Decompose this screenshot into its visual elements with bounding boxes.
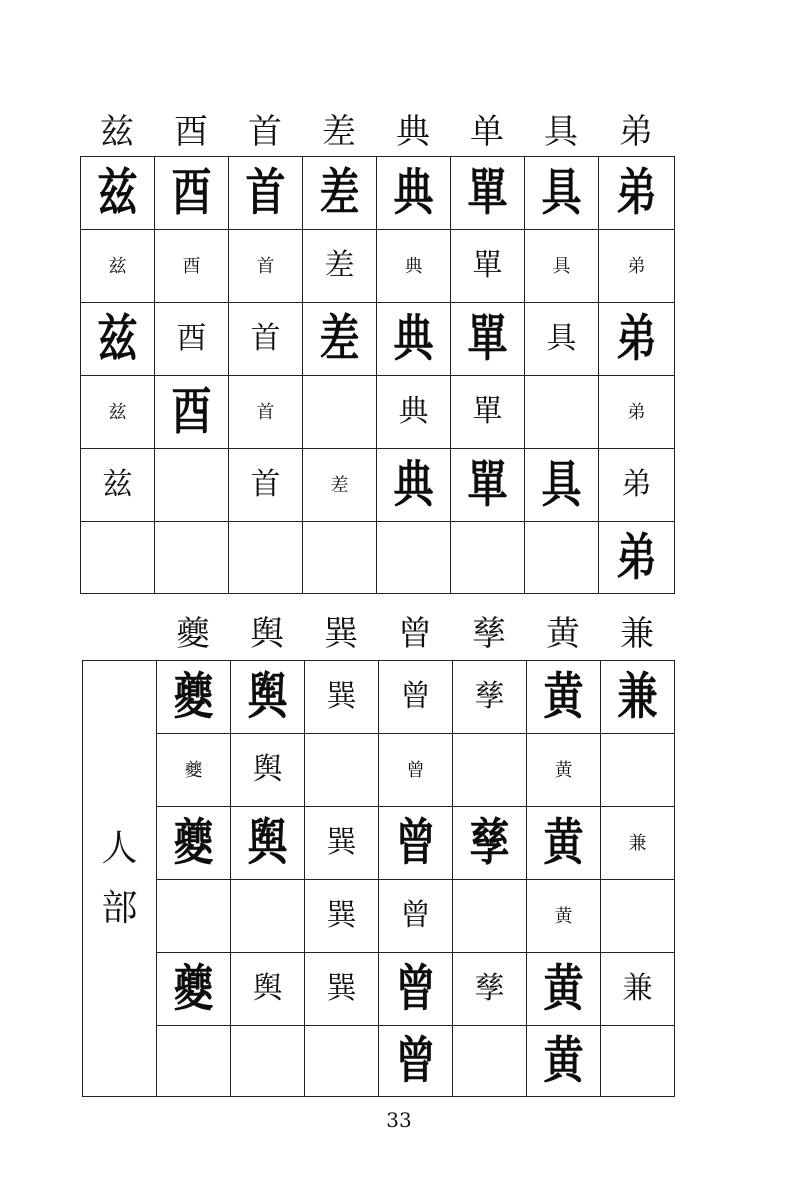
seal-glyph: 舆 xyxy=(252,752,283,787)
top-cell-r5-c6 xyxy=(451,449,525,522)
seal-glyph: 差 xyxy=(324,248,355,283)
seal-glyph: 兹 xyxy=(108,401,127,423)
seal-glyph: 夔 xyxy=(184,759,203,781)
seal-glyph: 曾 xyxy=(395,814,436,872)
bottom-cell-r2-c1 xyxy=(157,734,231,807)
top-cell-r4-c3 xyxy=(229,376,303,449)
top-cell-r5-c5 xyxy=(377,449,451,522)
bottom-cell-r3-c2 xyxy=(231,807,305,880)
page-number: 33 xyxy=(386,1108,412,1132)
table-row xyxy=(83,880,675,953)
bottom-cell-r3-c1 xyxy=(157,807,231,880)
seal-glyph: 黄 xyxy=(543,960,584,1018)
seal-glyph: 夔 xyxy=(173,668,214,726)
top-cell-r4-c8 xyxy=(599,376,675,449)
bottom-cell-r4-c6 xyxy=(527,880,601,953)
top-cell-r1-c3 xyxy=(229,157,303,230)
bottom-cell-r5-c3 xyxy=(305,953,379,1026)
table-row xyxy=(81,376,675,449)
table-row xyxy=(81,157,675,230)
bottom-header-2: 舆 xyxy=(250,614,284,654)
top-header-2: 酉 xyxy=(174,112,208,152)
seal-glyph: 孳 xyxy=(474,971,505,1006)
top-cell-r6-c6 xyxy=(451,522,525,594)
bottom-cell-r2-c4 xyxy=(379,734,453,807)
seal-glyph: 首 xyxy=(256,401,275,423)
bottom-cell-r4-c7 xyxy=(601,880,675,953)
bottom-cell-r3-c3 xyxy=(305,807,379,880)
seal-glyph: 單 xyxy=(467,164,508,222)
top-cell-r3-c5 xyxy=(377,303,451,376)
bottom-cell-r3-c4 xyxy=(379,807,453,880)
top-cell-r1-c4 xyxy=(303,157,377,230)
seal-glyph: 曾 xyxy=(395,960,436,1018)
seal-glyph: 首 xyxy=(256,255,275,277)
seal-glyph: 具 xyxy=(541,456,582,514)
seal-glyph: 典 xyxy=(398,394,429,429)
bottom-cell-r4-c3 xyxy=(305,880,379,953)
bottom-header-4: 曾 xyxy=(398,614,432,654)
top-cell-r6-c8 xyxy=(599,522,675,594)
top-cell-r1-c2 xyxy=(155,157,229,230)
seal-glyph: 曾 xyxy=(395,1032,436,1090)
table-row xyxy=(83,953,675,1026)
seal-glyph: 單 xyxy=(467,456,508,514)
top-cell-r4-c2 xyxy=(155,376,229,449)
top-cell-r3-c6 xyxy=(451,303,525,376)
bottom-cell-r4-c4 xyxy=(379,880,453,953)
bottom-cell-r6-c6 xyxy=(527,1026,601,1097)
top-cell-r6-c3 xyxy=(229,522,303,594)
bottom-cell-r3-c6 xyxy=(527,807,601,880)
top-header-8: 弟 xyxy=(619,112,653,152)
bottom-cell-r6-c4 xyxy=(379,1026,453,1097)
seal-glyph: 典 xyxy=(393,456,434,514)
bottom-cell-r2-c7 xyxy=(601,734,675,807)
seal-glyph: 巽 xyxy=(326,679,357,714)
bottom-cell-r1-c4 xyxy=(379,661,453,734)
bottom-cell-r5-c4 xyxy=(379,953,453,1026)
top-cell-r1-c5 xyxy=(377,157,451,230)
seal-glyph: 首 xyxy=(250,467,281,502)
bottom-character-grid xyxy=(82,660,675,1097)
top-cell-r5-c8 xyxy=(599,449,675,522)
bottom-header-5: 孳 xyxy=(472,614,506,654)
seal-glyph: 兹 xyxy=(97,164,138,222)
seal-glyph: 孳 xyxy=(474,679,505,714)
seal-glyph: 巽 xyxy=(326,825,357,860)
seal-glyph: 黄 xyxy=(554,759,573,781)
bottom-cell-r3-c7 xyxy=(601,807,675,880)
bottom-cell-r6-c3 xyxy=(305,1026,379,1097)
seal-glyph: 首 xyxy=(250,321,281,356)
top-header-1: 兹 xyxy=(100,112,134,152)
seal-glyph: 曾 xyxy=(400,679,431,714)
radical-label-char: 人 xyxy=(101,827,138,869)
seal-glyph: 巽 xyxy=(326,971,357,1006)
seal-glyph: 差 xyxy=(330,474,349,496)
bottom-header-6: 黄 xyxy=(546,614,580,654)
seal-glyph: 酉 xyxy=(171,164,212,222)
top-cell-r2-c6 xyxy=(451,230,525,303)
seal-glyph: 黄 xyxy=(543,1032,584,1090)
bottom-cell-r5-c2 xyxy=(231,953,305,1026)
table-row xyxy=(81,449,675,522)
bottom-cell-r4-c5 xyxy=(453,880,527,953)
top-header-3: 首 xyxy=(248,112,282,152)
radical-label xyxy=(83,661,157,1097)
seal-glyph: 曾 xyxy=(400,898,431,933)
seal-glyph: 酉 xyxy=(182,255,201,277)
bottom-cell-r4-c2 xyxy=(231,880,305,953)
seal-glyph: 酉 xyxy=(171,383,212,441)
bottom-header-3: 巽 xyxy=(324,614,358,654)
seal-glyph: 兼 xyxy=(617,668,658,726)
top-header-7: 具 xyxy=(544,112,578,152)
bottom-cell-r1-c5 xyxy=(453,661,527,734)
top-cell-r2-c8 xyxy=(599,230,675,303)
bottom-cell-r2-c6 xyxy=(527,734,601,807)
seal-glyph: 夔 xyxy=(173,960,214,1018)
seal-glyph: 具 xyxy=(552,255,571,277)
seal-glyph: 黄 xyxy=(543,814,584,872)
bottom-cell-r6-c2 xyxy=(231,1026,305,1097)
seal-glyph: 黄 xyxy=(554,905,573,927)
seal-glyph: 弟 xyxy=(621,467,652,502)
seal-glyph: 典 xyxy=(393,310,434,368)
seal-glyph: 夔 xyxy=(173,814,214,872)
seal-glyph: 差 xyxy=(319,164,360,222)
bottom-cell-r5-c5 xyxy=(453,953,527,1026)
top-cell-r6-c5 xyxy=(377,522,451,594)
seal-glyph: 巽 xyxy=(326,898,357,933)
seal-glyph: 曾 xyxy=(406,759,425,781)
top-cell-r4-c1 xyxy=(81,376,155,449)
bottom-cell-r5-c6 xyxy=(527,953,601,1026)
top-cell-r6-c7 xyxy=(525,522,599,594)
table-row xyxy=(81,522,675,594)
bottom-cell-r1-c1 xyxy=(157,661,231,734)
bottom-cell-r2-c5 xyxy=(453,734,527,807)
top-header-5: 典 xyxy=(396,112,430,152)
top-cell-r4-c7 xyxy=(525,376,599,449)
seal-glyph: 兹 xyxy=(97,310,138,368)
seal-glyph: 單 xyxy=(467,310,508,368)
seal-glyph: 具 xyxy=(541,164,582,222)
top-cell-r5-c7 xyxy=(525,449,599,522)
top-cell-r1-c1 xyxy=(81,157,155,230)
bottom-cell-r3-c5 xyxy=(453,807,527,880)
bottom-cell-r2-c3 xyxy=(305,734,379,807)
top-cell-r4-c5 xyxy=(377,376,451,449)
seal-glyph: 兼 xyxy=(628,832,647,854)
seal-glyph: 弟 xyxy=(627,255,646,277)
top-cell-r2-c5 xyxy=(377,230,451,303)
top-cell-r4-c6 xyxy=(451,376,525,449)
bottom-cell-r6-c7 xyxy=(601,1026,675,1097)
top-header-row xyxy=(80,112,674,152)
radical-label-char: 部 xyxy=(101,887,138,929)
top-cell-r6-c2 xyxy=(155,522,229,594)
seal-glyph: 舆 xyxy=(247,814,288,872)
seal-glyph: 酉 xyxy=(176,321,207,356)
bottom-cell-r1-c2 xyxy=(231,661,305,734)
bottom-header-row xyxy=(156,614,674,654)
table-row xyxy=(83,661,675,734)
top-cell-r1-c7 xyxy=(525,157,599,230)
seal-glyph: 具 xyxy=(546,321,577,356)
seal-glyph: 孳 xyxy=(469,814,510,872)
top-cell-r3-c4 xyxy=(303,303,377,376)
table-row xyxy=(81,230,675,303)
seal-glyph: 單 xyxy=(472,248,503,283)
seal-glyph: 兼 xyxy=(622,971,653,1006)
top-header-6: 单 xyxy=(470,112,504,152)
seal-glyph: 弟 xyxy=(616,164,657,222)
bottom-cell-r4-c1 xyxy=(157,880,231,953)
top-character-grid xyxy=(80,156,675,594)
bottom-cell-r5-c1 xyxy=(157,953,231,1026)
top-cell-r5-c1 xyxy=(81,449,155,522)
seal-glyph: 弟 xyxy=(627,401,646,423)
bottom-cell-r1-c3 xyxy=(305,661,379,734)
bottom-cell-r5-c7 xyxy=(601,953,675,1026)
top-cell-r2-c3 xyxy=(229,230,303,303)
top-cell-r1-c6 xyxy=(451,157,525,230)
top-cell-r3-c1 xyxy=(81,303,155,376)
seal-glyph: 典 xyxy=(393,164,434,222)
top-header-4: 差 xyxy=(322,112,356,152)
table-row xyxy=(83,734,675,807)
seal-glyph: 兹 xyxy=(102,467,133,502)
top-cell-r3-c2 xyxy=(155,303,229,376)
top-cell-r5-c3 xyxy=(229,449,303,522)
table-row xyxy=(81,303,675,376)
bottom-cell-r2-c2 xyxy=(231,734,305,807)
seal-glyph: 差 xyxy=(319,310,360,368)
table-row xyxy=(83,1026,675,1097)
seal-glyph: 舆 xyxy=(252,971,283,1006)
seal-glyph: 舆 xyxy=(247,668,288,726)
top-cell-r5-c4 xyxy=(303,449,377,522)
top-cell-r1-c8 xyxy=(599,157,675,230)
table-row xyxy=(83,807,675,880)
top-cell-r3-c7 xyxy=(525,303,599,376)
bottom-cell-r6-c1 xyxy=(157,1026,231,1097)
seal-glyph: 黄 xyxy=(543,668,584,726)
seal-glyph: 弟 xyxy=(616,310,657,368)
top-cell-r2-c4 xyxy=(303,230,377,303)
seal-glyph: 弟 xyxy=(616,528,657,587)
seal-glyph: 單 xyxy=(472,394,503,429)
top-cell-r2-c1 xyxy=(81,230,155,303)
top-cell-r3-c8 xyxy=(599,303,675,376)
seal-glyph: 首 xyxy=(245,164,286,222)
top-cell-r2-c2 xyxy=(155,230,229,303)
bottom-header-7: 兼 xyxy=(620,614,654,654)
bottom-header-1: 夔 xyxy=(176,614,210,654)
top-cell-r5-c2 xyxy=(155,449,229,522)
seal-glyph: 典 xyxy=(404,255,423,277)
seal-glyph: 兹 xyxy=(108,255,127,277)
bottom-cell-r6-c5 xyxy=(453,1026,527,1097)
top-cell-r2-c7 xyxy=(525,230,599,303)
top-cell-r6-c1 xyxy=(81,522,155,594)
bottom-cell-r1-c7 xyxy=(601,661,675,734)
top-cell-r3-c3 xyxy=(229,303,303,376)
bottom-cell-r1-c6 xyxy=(527,661,601,734)
top-cell-r6-c4 xyxy=(303,522,377,594)
top-cell-r4-c4 xyxy=(303,376,377,449)
